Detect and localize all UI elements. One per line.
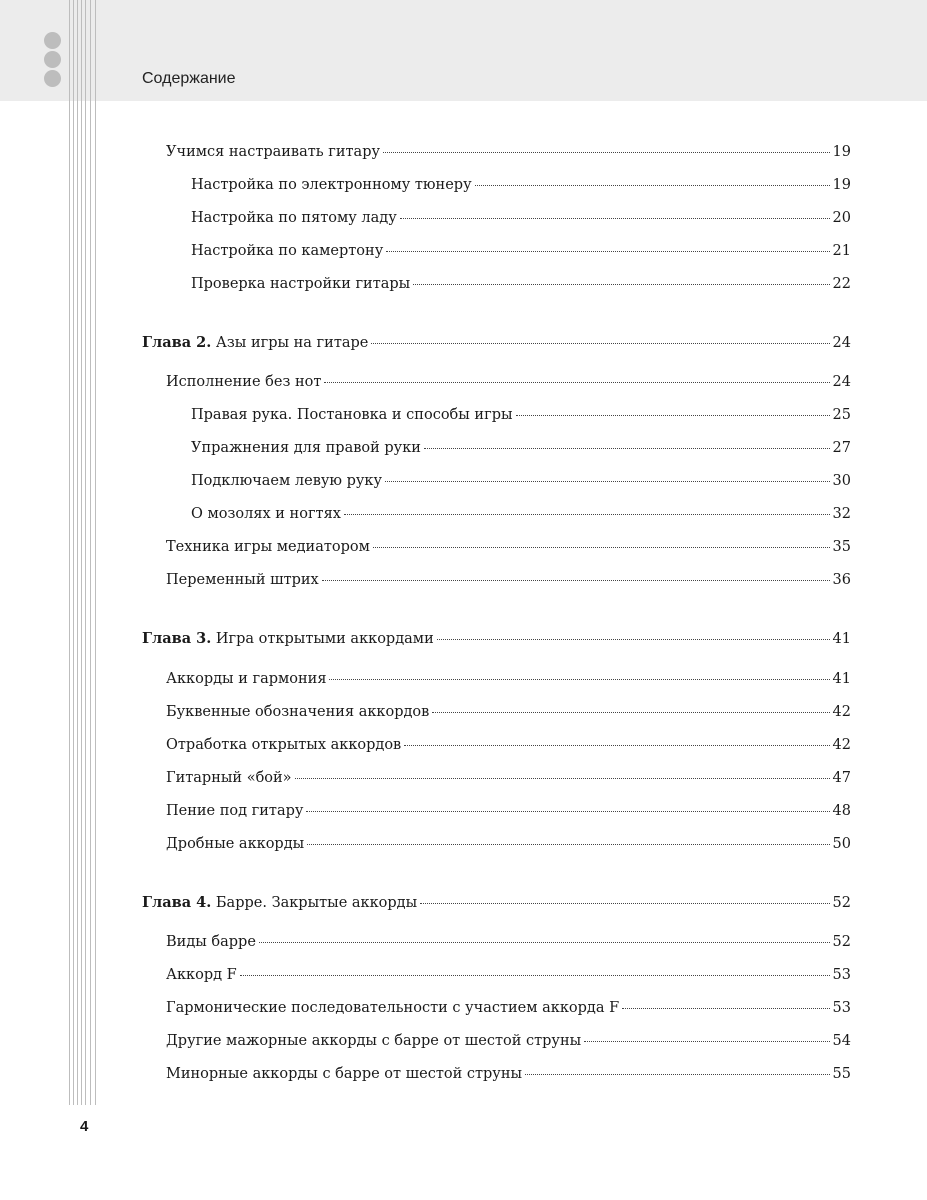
toc-entry-row[interactable] — [166, 568, 851, 592]
toc-chapter-number: Глава 3. — [142, 630, 212, 647]
toc-entry-label — [166, 832, 304, 856]
toc-entry-title: Минорные аккорды с барре от шестой струны — [166, 1066, 523, 1082]
toc-page-number: 47 — [832, 770, 851, 786]
toc-page-number: 53 — [832, 967, 851, 983]
toc-page-number: 52 — [832, 934, 851, 950]
toc-page-number: 19 — [832, 177, 851, 193]
toc-chapter-row[interactable] — [142, 627, 851, 651]
toc-entry-title: Проверка настройки гитары — [191, 276, 411, 292]
toc-entry-row[interactable] — [191, 469, 851, 493]
toc-entry-label — [191, 469, 382, 493]
toc-entry-row[interactable] — [166, 1029, 851, 1053]
toc-page-number: 54 — [832, 1033, 851, 1049]
toc-entry-label — [166, 370, 321, 394]
dot-leader — [432, 711, 829, 713]
toc-entry-label — [166, 1029, 581, 1053]
toc-chapter-number: Глава 2. — [142, 334, 212, 351]
toc-page-number: 42 — [832, 704, 851, 720]
dot-leader — [386, 250, 829, 252]
toc-entry-row[interactable] — [166, 733, 851, 757]
toc-entry-row[interactable] — [166, 799, 851, 823]
dot-leader — [437, 638, 830, 640]
toc-entry-title: Аккорды и гармония — [166, 671, 327, 687]
toc-entry-label — [191, 239, 383, 263]
toc-entry-title: Отработка открытых аккордов — [166, 737, 402, 753]
dot-leader — [424, 447, 830, 449]
toc-page-number: 35 — [832, 539, 851, 555]
toc-page-number: 24 — [832, 374, 851, 390]
toc-entry-label — [166, 766, 292, 790]
toc-entry-label — [166, 140, 380, 164]
toc-entry-label — [166, 799, 303, 823]
dot-leader — [404, 744, 829, 746]
dot-leader — [413, 283, 829, 285]
toc-page-number: 19 — [832, 144, 851, 160]
toc-entry-row[interactable] — [166, 832, 851, 856]
toc-entry-label — [191, 206, 397, 230]
toc-entry-label — [191, 173, 472, 197]
toc-entry-row[interactable] — [191, 206, 851, 230]
toc-entry-row[interactable] — [191, 502, 851, 526]
toc-page-number: 22 — [832, 276, 851, 292]
toc-entry-title: Техника игры медиатором — [166, 539, 370, 555]
toc-page-number: 30 — [832, 473, 851, 489]
dot-leader — [475, 184, 830, 186]
dot-leader — [324, 381, 829, 383]
toc-entry-title: Дробные аккорды — [166, 836, 305, 852]
dot-leader — [344, 513, 830, 515]
toc-entry-label — [166, 667, 326, 691]
page-number: 4 — [80, 1118, 89, 1135]
toc-entry-title: Подключаем левую руку — [191, 473, 383, 489]
toc-entry-row[interactable] — [166, 535, 851, 559]
toc-page-number: 41 — [832, 631, 851, 647]
toc-entry-title: Гармонические последовательности с участием аккорда F — [166, 1000, 620, 1016]
toc-entry-title: Исполнение без нот — [166, 374, 322, 390]
dot-leader — [307, 843, 829, 845]
toc-entry-label — [142, 331, 368, 355]
dot-leader — [385, 480, 830, 482]
page-title: Содержание — [142, 70, 236, 87]
toc-entry-row[interactable] — [191, 272, 851, 296]
toc-entry-row[interactable] — [166, 996, 851, 1020]
dot-leader — [383, 151, 830, 153]
toc-entry-label — [166, 568, 319, 592]
toc-page-number: 36 — [832, 572, 851, 588]
toc-entry-row[interactable] — [166, 963, 851, 987]
toc-entry-title: Настройка по электронному тюнеру — [191, 177, 472, 193]
toc-entry-title: Переменный штрих — [166, 572, 319, 588]
toc-entry-title: Игра открытыми аккордами — [215, 631, 434, 647]
toc-page-number: 20 — [832, 210, 851, 226]
toc-entry-label — [191, 436, 421, 460]
dot-leader — [306, 810, 829, 812]
toc-chapter-number: Глава 4. — [142, 894, 212, 911]
toc-entry-label — [166, 996, 619, 1020]
dot-leader — [525, 1073, 830, 1075]
toc-page-number: 25 — [832, 407, 851, 423]
toc-entry-title: Аккорд F — [166, 967, 237, 983]
toc-page-number: 48 — [832, 803, 851, 819]
toc-entry-label — [142, 891, 417, 915]
dot-leader — [373, 546, 830, 548]
toc-entry-title: Настройка по пятому ладу — [191, 210, 397, 226]
dot-leader — [516, 414, 830, 416]
dot-leader — [329, 678, 829, 680]
toc-page-number: 21 — [832, 243, 851, 259]
toc-page-number: 27 — [832, 440, 851, 456]
dot-leader — [295, 777, 830, 779]
toc-entry-label — [191, 403, 513, 427]
toc-entry-title: О мозолях и ногтях — [191, 506, 341, 522]
dot-leader — [400, 217, 830, 219]
toc-entry-label — [166, 700, 429, 724]
dot-leader — [622, 1007, 829, 1009]
toc-entry-row[interactable] — [166, 370, 851, 394]
toc-chapter-row[interactable] — [142, 891, 851, 915]
dot-leader — [259, 941, 830, 943]
toc-page-number: 32 — [832, 506, 851, 522]
toc-entry-row[interactable] — [191, 436, 851, 460]
toc-entry-row[interactable] — [166, 667, 851, 691]
toc-entry-title: Учимся настраивать гитару — [166, 144, 381, 160]
toc-page-number: 50 — [832, 836, 851, 852]
dot-leader — [584, 1040, 829, 1042]
toc-entry-title: Виды барре — [166, 934, 256, 950]
toc-page-number: 52 — [832, 895, 851, 911]
dot-leader — [322, 579, 830, 581]
toc-page-number: 53 — [832, 1000, 851, 1016]
toc-entry-title: Правая рука. Постановка и способы игры — [191, 407, 513, 423]
toc-entry-label — [191, 502, 341, 526]
toc-entry-label — [142, 627, 434, 651]
dot-leader — [371, 342, 829, 344]
toc-entry-label — [166, 733, 401, 757]
toc-entry-label — [191, 272, 410, 296]
toc-chapter-row[interactable] — [142, 331, 851, 355]
toc-page-number: 24 — [832, 335, 851, 351]
toc-entry-title: Упражнения для правой руки — [191, 440, 421, 456]
toc-entry-title: Пение под гитару — [166, 803, 304, 819]
dot-leader — [420, 902, 829, 904]
dot-leader — [240, 974, 830, 976]
toc-entry-label — [166, 930, 256, 954]
toc-entry-label — [166, 963, 237, 987]
toc-entry-row[interactable] — [191, 403, 851, 427]
toc-entry-row[interactable] — [166, 700, 851, 724]
toc-entry-label — [166, 535, 370, 559]
toc-entry-row[interactable] — [191, 173, 851, 197]
toc-entry-title: Другие мажорные аккорды с барре от шестой струны — [166, 1033, 582, 1049]
toc-entry-title: Гитарный «бой» — [166, 770, 292, 786]
toc-entry-row[interactable] — [166, 140, 851, 164]
toc-entry-label — [166, 1062, 522, 1086]
toc-page-number: 42 — [832, 737, 851, 753]
toc-entry-row[interactable] — [166, 766, 851, 790]
toc-entry-row[interactable] — [166, 1062, 851, 1086]
toc-page-number: 55 — [832, 1066, 851, 1082]
toc-entry-title: Настройка по камертону — [191, 243, 384, 259]
toc-entry-title: Азы игры на гитаре — [215, 335, 369, 351]
toc-page-number: 41 — [832, 671, 851, 687]
toc-entry-title: Буквенные обозначения аккордов — [166, 704, 430, 720]
toc-entry-title: Барре. Закрытые аккорды — [215, 895, 418, 911]
toc-entry-row[interactable] — [166, 930, 851, 954]
toc-entry-row[interactable] — [191, 239, 851, 263]
